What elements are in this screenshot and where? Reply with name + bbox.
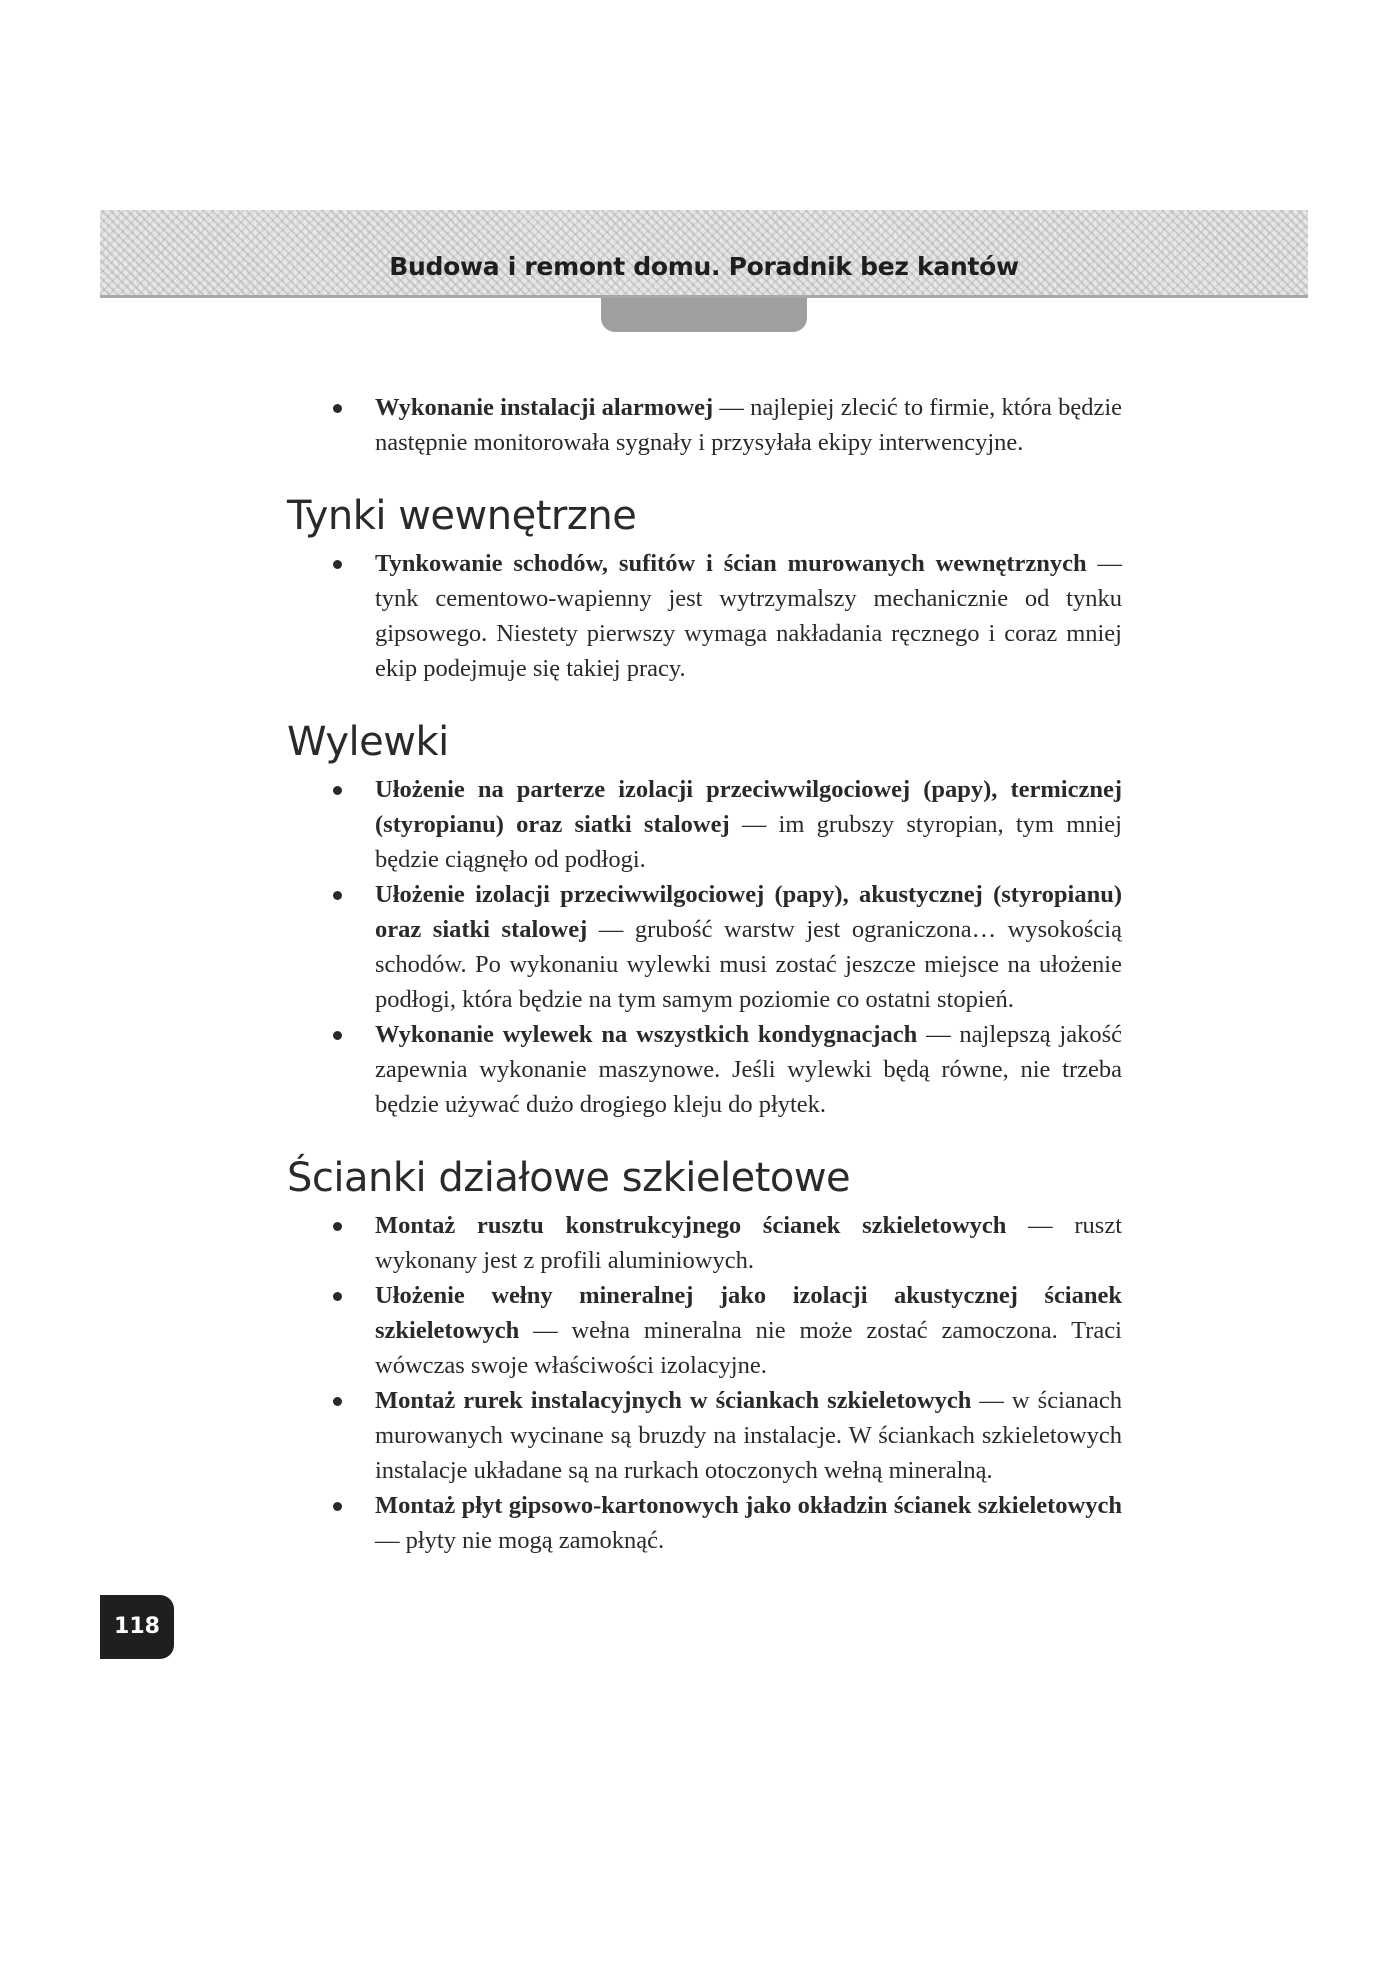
item-text: — im grubszy styropian, tym mniej będzie ciągnęło od podłogi. bbox=[375, 811, 1122, 873]
list-item bbox=[375, 772, 1122, 877]
item-text: — w ścianach murowanych wycinane są bruzdy na instalacje. W ściankach szkieletowych instalacje układane są na rurkach otoczonych wełną mineralną. bbox=[375, 1387, 1122, 1484]
item-text: — wełna mineralna nie może zostać zamoczona. Traci wówczas swoje właściwości izolacyjne. bbox=[375, 1317, 1122, 1379]
list-item bbox=[375, 1208, 1122, 1278]
bullet-icon bbox=[333, 1397, 342, 1406]
list-item bbox=[375, 1488, 1122, 1558]
section-heading: Wylewki bbox=[287, 719, 449, 765]
section-list bbox=[287, 1208, 1122, 1558]
item-text: — płyty nie mogą zamoknąć. bbox=[375, 1527, 665, 1554]
list-item bbox=[375, 1017, 1122, 1122]
page-number: 118 bbox=[100, 1595, 174, 1659]
section-list bbox=[287, 772, 1122, 1122]
intro-list bbox=[287, 390, 1122, 460]
list-item bbox=[375, 1383, 1122, 1488]
item-lead: Montaż rusztu konstrukcyjnego ścianek szkieletowych bbox=[375, 1212, 1007, 1239]
item-lead: Ułożenie na parterze izolacji przeciwwilgociowej (papy), termicznej (styropianu) oraz siatki stalowej bbox=[375, 776, 1122, 838]
item-lead: Ułożenie wełny mineralnej jako izolacji akustycznej ścianek szkieletowych bbox=[375, 1282, 1122, 1344]
bullet-icon bbox=[333, 1031, 342, 1040]
item-lead: Ułożenie izolacji przeciwwilgociowej (papy), akustycznej (styropianu) oraz siatki stalowej bbox=[375, 881, 1122, 943]
section-heading: Ścianki działowe szkieletowe bbox=[287, 1155, 851, 1201]
item-lead: Tynkowanie schodów, sufitów i ścian murowanych wewnętrznych bbox=[375, 550, 1087, 577]
item-text: — ruszt wykonany jest z profili aluminiowych. bbox=[375, 1212, 1122, 1274]
bullet-icon bbox=[333, 891, 342, 900]
section-heading: Tynki wewnętrzne bbox=[287, 493, 637, 539]
list-item bbox=[375, 1278, 1122, 1383]
bullet-icon bbox=[333, 1502, 342, 1511]
list-item bbox=[375, 877, 1122, 1017]
header-tab bbox=[601, 298, 807, 332]
list-item bbox=[375, 390, 1122, 460]
item-text: — grubość warstw jest ograniczona… wysokością schodów. Po wykonaniu wylewki musi zostać jeszcze miejsce na ułożenie podłogi, która będzie na tym samym poziomie co ostatni stopień. bbox=[375, 916, 1122, 1013]
item-lead: Wykonanie instalacji alarmowej bbox=[375, 394, 714, 421]
bullet-icon bbox=[333, 404, 342, 413]
bullet-icon bbox=[333, 1222, 342, 1231]
bullet-icon bbox=[333, 786, 342, 795]
bullet-icon bbox=[333, 560, 342, 569]
section-list bbox=[287, 546, 1122, 686]
item-lead: Montaż płyt gipsowo-kartonowych jako okładzin ścianek szkieletowych bbox=[375, 1492, 1122, 1519]
page-content bbox=[287, 390, 1122, 1558]
running-header-title: Budowa i remont domu. Poradnik bez kantów bbox=[389, 252, 1019, 281]
item-text: — najlepszą jakość zapewnia wykonanie maszynowe. Jeśli wylewki będą równe, nie trzeba będzie używać dużo drogiego kleju do płytek. bbox=[375, 1021, 1122, 1118]
item-text: — najlepiej zlecić to firmie, która będzie następnie monitorowała sygnały i przysyłała ekipy interwencyjne. bbox=[375, 394, 1122, 456]
item-text: — tynk cementowo-wapienny jest wytrzymalszy mechanicznie od tynku gipsowego. Niestety pierwszy wymaga nakładania ręcznego i coraz mniej ekip podejmuje się takiej pracy. bbox=[375, 550, 1123, 682]
item-lead: Montaż rurek instalacyjnych w ściankach szkieletowych bbox=[375, 1387, 972, 1414]
item-lead: Wykonanie wylewek na wszystkich kondygnacjach bbox=[375, 1021, 918, 1048]
bullet-icon bbox=[333, 1292, 342, 1301]
list-item bbox=[375, 546, 1122, 686]
